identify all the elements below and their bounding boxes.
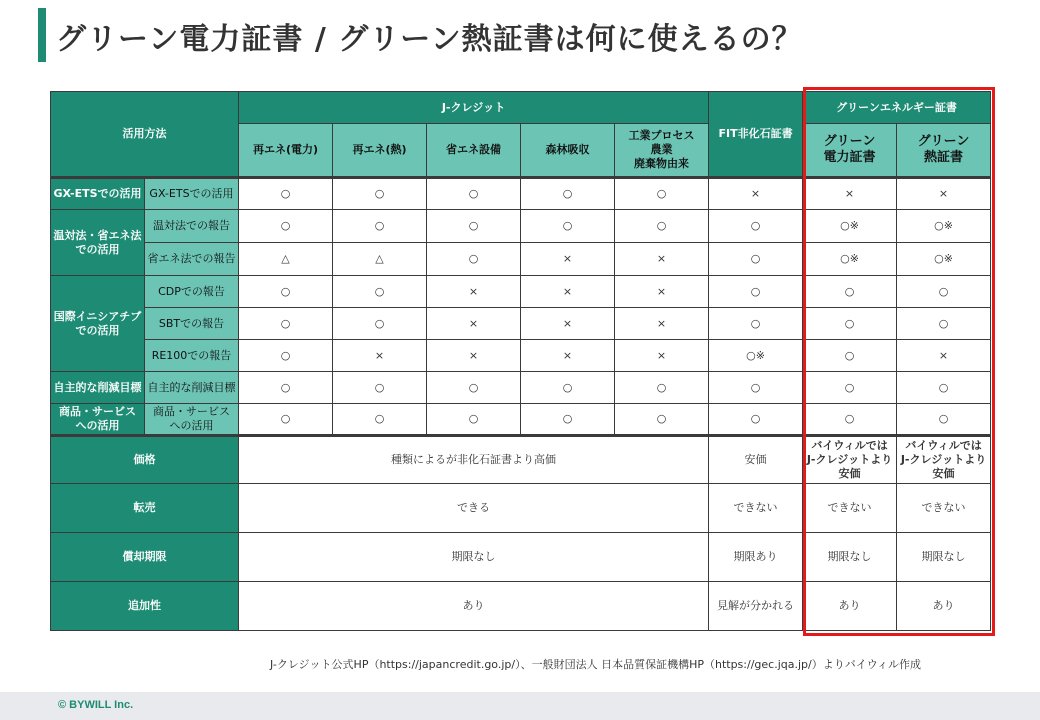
table-cell: △ [333, 243, 427, 276]
table-cell: ○ [239, 276, 333, 308]
jcredit-cell: 種類によるが非化石証書より高価 [239, 436, 709, 484]
green-heat-cell: バイウィルでは J-クレジットより 安価 [897, 436, 991, 484]
table-cell: × [615, 276, 709, 308]
header-green-energy: グリーンエネルギー証書 [803, 92, 991, 124]
table-cell: ○ [803, 276, 897, 308]
table-cell: ○ [239, 178, 333, 210]
row-category: 温対法・省エネ法 での活用 [51, 210, 145, 276]
green-heat-cell: 期限なし [897, 533, 991, 582]
fit-cell: 期限あり [709, 533, 803, 582]
row-sublabel: 温対法での報告 [145, 210, 239, 243]
table-cell: ○ [897, 372, 991, 404]
row-sublabel: CDPでの報告 [145, 276, 239, 308]
table-cell: × [521, 308, 615, 340]
table-cell: ○ [803, 404, 897, 436]
jcredit-cell: あり [239, 582, 709, 631]
table-cell: ○ [709, 243, 803, 276]
row-sublabel: GX-ETSでの活用 [145, 178, 239, 210]
table-cell: ○ [333, 404, 427, 436]
table-cell: × [709, 178, 803, 210]
fit-cell: 安価 [709, 436, 803, 484]
table-cell: ○ [709, 276, 803, 308]
row-sublabel: 省エネ法での報告 [145, 243, 239, 276]
table-cell: × [521, 276, 615, 308]
table-cell: ○ [803, 308, 897, 340]
table-cell: ○ [709, 372, 803, 404]
table-cell: × [897, 178, 991, 210]
table-cell: × [333, 340, 427, 372]
page-title: グリーン電力証書 / グリーン熱証書は何に使えるの？ [56, 22, 803, 57]
table-cell: × [615, 308, 709, 340]
table-cell: × [427, 340, 521, 372]
row-category: 国際イニシアチブ での活用 [51, 276, 145, 372]
table-cell: ○ [239, 404, 333, 436]
row-category: GX-ETSでの活用 [51, 178, 145, 210]
subheader: グリーン 熱証書 [897, 124, 991, 178]
table-cell: ○ [615, 404, 709, 436]
bottom-row-label: 転売 [51, 484, 239, 533]
bottom-row-label: 償却期限 [51, 533, 239, 582]
table-cell: ○ [333, 276, 427, 308]
table-cell: ○※ [709, 340, 803, 372]
table-cell: ○ [521, 372, 615, 404]
table-cell: ○ [239, 308, 333, 340]
table-cell: △ [239, 243, 333, 276]
green-heat-cell: あり [897, 582, 991, 631]
table-cell: ○ [427, 243, 521, 276]
table-cell: × [427, 308, 521, 340]
green-heat-cell: できない [897, 484, 991, 533]
table-cell: ○ [897, 308, 991, 340]
green-power-cell: あり [803, 582, 897, 631]
table-cell: ○ [897, 404, 991, 436]
subheader: 再エネ(熱) [333, 124, 427, 178]
table-cell: ○ [333, 308, 427, 340]
table-cell: × [615, 243, 709, 276]
table-cell: ○ [239, 210, 333, 243]
green-power-cell: できない [803, 484, 897, 533]
table-cell: ○ [521, 210, 615, 243]
title-accent-bar [38, 8, 46, 62]
green-power-cell: 期限なし [803, 533, 897, 582]
table-cell: ○ [427, 372, 521, 404]
table-cell: ○ [709, 210, 803, 243]
subheader: 森林吸収 [521, 124, 615, 178]
table-cell: ○ [709, 308, 803, 340]
table-cell: ○ [897, 276, 991, 308]
table-cell: ○ [615, 178, 709, 210]
bottom-row-label: 価格 [51, 436, 239, 484]
table-cell: ○ [521, 404, 615, 436]
table-cell: ○ [521, 178, 615, 210]
table-cell: ○ [803, 372, 897, 404]
table-cell: ○ [709, 404, 803, 436]
table-cell: × [897, 340, 991, 372]
table-cell: ○※ [803, 210, 897, 243]
header-jcredit: J-クレジット [239, 92, 709, 124]
table-cell: ○ [239, 372, 333, 404]
table-cell: ○ [427, 404, 521, 436]
row-sublabel: 自主的な削減目標 [145, 372, 239, 404]
jcredit-cell: できる [239, 484, 709, 533]
table-cell: ○ [615, 372, 709, 404]
row-sublabel: 商品・サービス への活用 [145, 404, 239, 436]
table-cell: × [521, 243, 615, 276]
header-usage: 活用方法 [51, 92, 239, 178]
comparison-table [50, 91, 991, 631]
table-cell: × [427, 276, 521, 308]
table-cell: ○ [333, 210, 427, 243]
table-cell: × [521, 340, 615, 372]
table-cell: ○※ [897, 210, 991, 243]
fit-cell: できない [709, 484, 803, 533]
subheader: 省エネ設備 [427, 124, 521, 178]
row-sublabel: RE100での報告 [145, 340, 239, 372]
subheader: グリーン 電力証書 [803, 124, 897, 178]
table-cell: × [615, 340, 709, 372]
source-note: J-クレジット公式HP（https://japancredit.go.jp/）、一般財団法人 日本品質保証機構HP（https://gec.jqa.jp/）よりバイウィル作成 [270, 658, 922, 671]
table-cell: ○ [239, 340, 333, 372]
table-cell: ○ [427, 178, 521, 210]
bottom-row-label: 追加性 [51, 582, 239, 631]
table-cell: ○ [803, 340, 897, 372]
subheader: 再エネ(電力) [239, 124, 333, 178]
table-cell: × [803, 178, 897, 210]
table-cell: ○ [427, 210, 521, 243]
table-cell: ○※ [803, 243, 897, 276]
table-cell: ○ [333, 372, 427, 404]
table-cell: ○※ [897, 243, 991, 276]
table-cell: ○ [615, 210, 709, 243]
fit-cell: 見解が分かれる [709, 582, 803, 631]
jcredit-cell: 期限なし [239, 533, 709, 582]
header-fit: FIT非化石証書 [709, 92, 803, 178]
subheader: 工業プロセス 農業 廃棄物由来 [615, 124, 709, 178]
copyright: © BYWILL Inc. [58, 699, 134, 711]
row-sublabel: SBTでの報告 [145, 308, 239, 340]
table-cell: ○ [333, 178, 427, 210]
green-power-cell: バイウィルでは J-クレジットより 安価 [803, 436, 897, 484]
footer-bar [0, 692, 1040, 720]
row-category: 自主的な削減目標 [51, 372, 145, 404]
row-category: 商品・サービス への活用 [51, 404, 145, 436]
